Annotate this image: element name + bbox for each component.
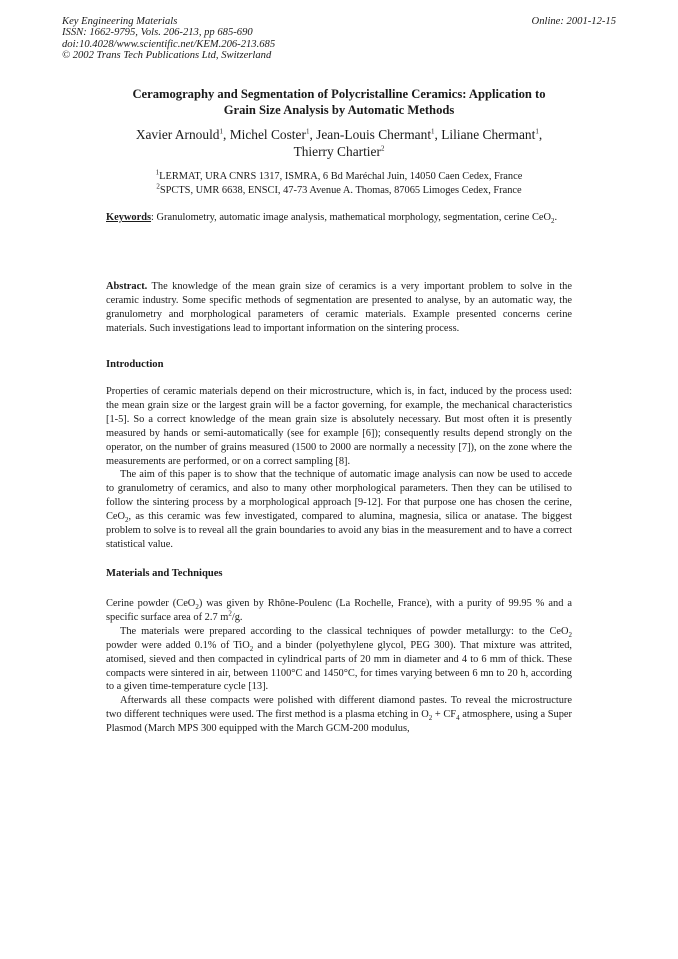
keywords-end: . xyxy=(554,212,558,223)
paragraph-text: /g. xyxy=(231,611,243,623)
keywords-text: : Granulometry, automatic image analysis, mathematical morphology, segmentation, cerine CeO xyxy=(151,212,552,223)
copyright: © 2002 Trans Tech Publications Ltd, Switzerland xyxy=(62,50,272,62)
paragraph-text: The materials were prepared according to the classical techniques of powder metallurgy: to the CeO xyxy=(120,625,569,637)
affil-mark: 1 xyxy=(155,168,160,177)
affiliation-2 xyxy=(100,184,578,198)
subscript: 2 xyxy=(568,630,572,639)
doi-link[interactable]: doi:10.4028/www.scientific.net/KEM.206-213.685 xyxy=(62,38,276,50)
page-header xyxy=(62,16,616,62)
author-affil-mark: 1 xyxy=(535,127,539,136)
paragraph-text: The aim of this paper is to show that the technique of automatic image analysis can now be used to accede to granulometry of ceramics, and also to many other morphological parameters. Then they can be utilised to follow the sintering process by a morphological approach [9-12]. For that purpose one has chosen the cerine, CeO xyxy=(106,469,572,523)
author-affil-mark: 1 xyxy=(431,127,435,136)
abstract xyxy=(106,280,572,336)
materials-body xyxy=(106,597,572,736)
paragraph-text: Afterwards all these compacts were polished with different diamond pastes. To reveal the microstructure two different techniques were used. The first method is a plasma etching in O xyxy=(106,695,572,721)
paragraph xyxy=(106,597,572,625)
section-heading-introduction: Introduction xyxy=(106,359,164,370)
affiliation-text: SPCTS, UMR 6638, ENSCI, 47-73 Avenue A. Thomas, 87065 Limoges Cedex, France xyxy=(159,185,522,196)
subscript: 2 xyxy=(249,644,254,653)
introduction-body xyxy=(106,385,572,552)
subscript: 4 xyxy=(456,714,460,723)
paragraph-text: atmosphere, using a Super Plasmod (March MPS 300 equipped with the March GCM-200 modulus, xyxy=(106,709,572,735)
affiliation-1 xyxy=(100,170,578,184)
author-list: Xavier Arnould$^1$, Michel Coster$^1$, Jean-Louis Chermant$^1$, Liliane Chermant$^1$, Thierry Chartier$^2$ xyxy=(135,127,543,159)
author: Xavier Arnould xyxy=(135,127,220,142)
subscript: 2 xyxy=(195,603,199,612)
title-line-2: Grain Size Analysis by Automatic Methods xyxy=(223,103,455,117)
affiliations xyxy=(100,170,578,198)
title-line-1: Ceramography and Segmentation of Polycristalline Ceramics: Application to xyxy=(132,87,546,101)
paragraph: Properties of ceramic materials depend on their microstructure, which is, in fact, induced by the process used: the mean grain size or the largest grain will be a factor governing, for example, the mechanical characteristics [1-5]. So a correct knowledge of the mean grain size is absolutely necessary. But most often it is presently measured by hands or semi-automatically (see for example [6]); consequently results depend strongly on the operator, on the number of grains measured (1500 to 2000 are normally a necessity [7]), on the zone where the measurements are performed, or on a correct sampling [8]. xyxy=(106,386,572,467)
abstract-text: The knowledge of the mean grain size of ceramics is a very important problem to solve in the ceramic industry. Some specific methods of segmentation are presented to analyse, by an automatic way, the granulometry and morphological parameters of ceramic materials. Example presented concerns cerine materials. Such investigations lead to important information on the sintering process. xyxy=(106,281,572,334)
paragraph-text: and a binder (polyethylene glycol, PEG 300). That mixture was attrited, atomised, sieved and then compacted in cylindrical parts of 20 mm in diameter and 4 to 6 mm of thick. These compacts were sintered in air, between 1100°C and 1450°C, for times varying between 6 mn to 20 h, according to a given time-temperature cycle [13]. xyxy=(106,639,572,693)
paragraph-text: Cerine powder (CeO xyxy=(106,598,196,609)
author-affil-mark: 2 xyxy=(380,144,385,153)
abstract-label: Abstract. xyxy=(106,281,148,292)
author: Liliane Chermant xyxy=(441,127,536,142)
online-date: Online: 2001-12-15 xyxy=(531,16,616,27)
paragraph-text: powder were added 0.1% of TiO xyxy=(106,639,250,651)
affiliation-text: LERMAT, URA CNRS 1317, ISMRA, 6 Bd Maréchal Juin, 14050 Caen Cedex, France xyxy=(159,171,523,182)
paper-title xyxy=(100,86,578,118)
subscript: 2 xyxy=(428,714,433,723)
paragraph xyxy=(106,468,572,551)
paragraph xyxy=(106,694,572,736)
paragraph xyxy=(106,625,572,695)
journal-info xyxy=(62,16,275,62)
keywords-label: Keywords xyxy=(106,212,152,223)
section-heading-materials: Materials and Techniques xyxy=(106,568,223,579)
subscript: 2 xyxy=(125,516,129,525)
keywords xyxy=(106,211,572,225)
paragraph-text: , as this ceramic was few investigated, compared to alumina, magnesia, silica or anatase. The biggest problem to solve is to reveal all the grain boundaries to avoid any bias in the measurement and to have a correct statistical value. xyxy=(106,511,572,550)
author: Michel Coster xyxy=(229,127,306,142)
author: Thierry Chartier xyxy=(293,143,381,159)
paragraph-text: ) was given by Rhône-Poulenc (La Rochelle, France), with a purity of 99.95 % and a specific surface area of 2.7 m xyxy=(106,598,573,623)
paragraph-text: + CF xyxy=(432,709,457,721)
author: Jean-Louis Chermant xyxy=(316,127,432,142)
journal-name: Key Engineering Materials xyxy=(62,16,178,27)
keywords-sub: 2 xyxy=(551,217,555,226)
author-affil-mark: 1 xyxy=(305,127,310,136)
author-affil-mark: 1 xyxy=(219,127,223,136)
issn: ISSN: 1662-9795, Vols. 206-213, pp 685-690 xyxy=(62,27,253,39)
superscript: 2 xyxy=(228,609,232,618)
affil-mark: 2 xyxy=(156,182,160,191)
